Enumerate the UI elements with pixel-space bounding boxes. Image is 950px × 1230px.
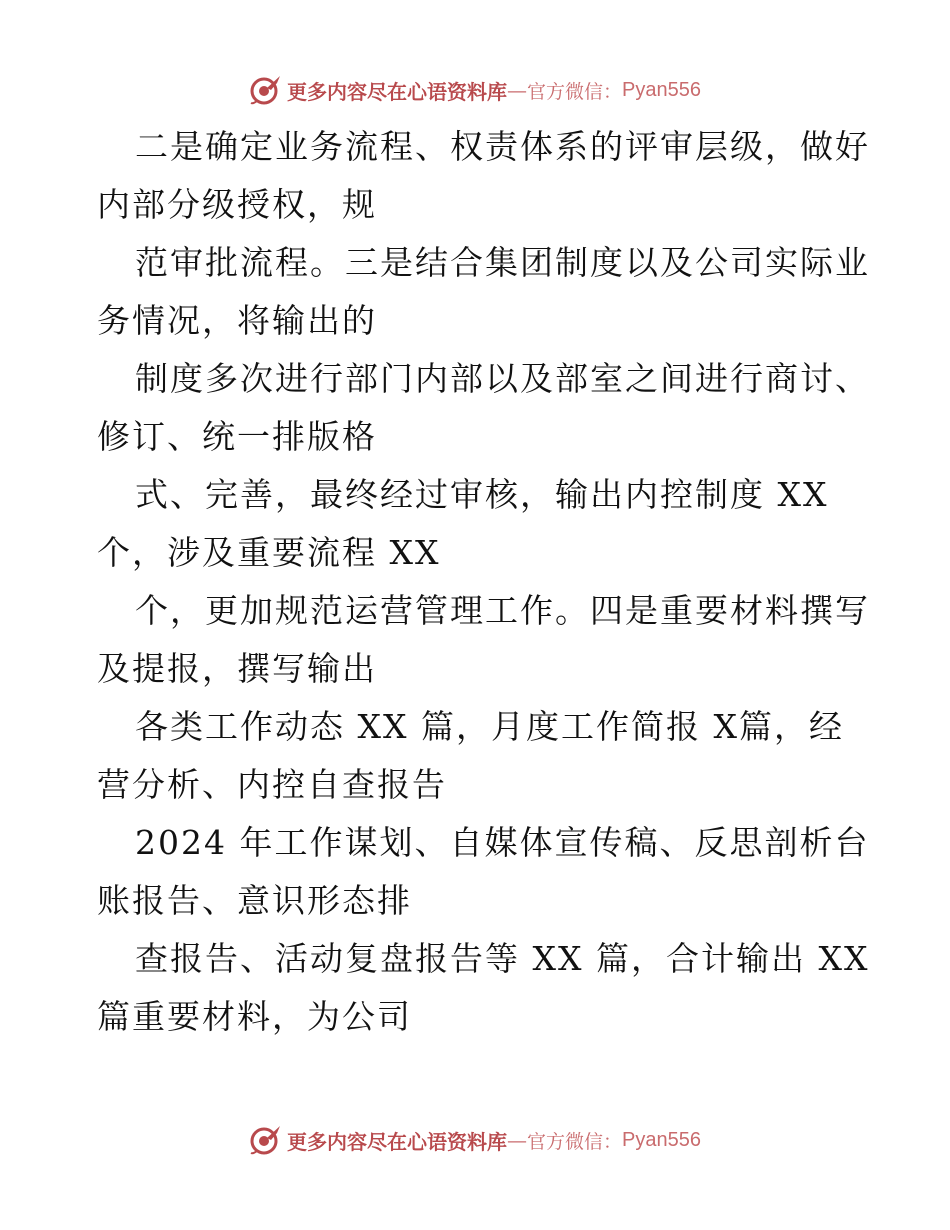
text-line: 2024 年工作谋划、自媒体宣传稿、反思剖析台 xyxy=(135,823,870,862)
text-line: 修订、统一排版格 xyxy=(97,417,377,456)
text-line: 制度多次进行部门内部以及部室之间进行商讨、 xyxy=(135,359,870,398)
watermark-site-name: 更多内容尽在心语资料库 xyxy=(287,79,507,104)
header-watermark xyxy=(0,70,950,110)
watermark-wechat-label: 官方微信： xyxy=(527,80,623,103)
quill-logo-icon xyxy=(249,1123,283,1157)
text-line: 式、完善，最终经过审核，输出内控制度 XX xyxy=(135,475,829,514)
text-line: 个，涉及重要流程 XX xyxy=(97,533,441,572)
text-line: 二是确定业务流程、权责体系的评审层级，做好 xyxy=(135,127,870,166)
watermark-wechat-id: Pyan556 xyxy=(622,78,701,101)
text-line: 各类工作动态 XX 篇，月度工作简报 X篇，经 xyxy=(135,707,844,746)
watermark-separator: — xyxy=(507,78,527,102)
watermark-wechat-label: 官方微信： xyxy=(527,1130,623,1153)
text-line: 务情况，将输出的 xyxy=(97,301,377,340)
text-line: 查报告、活动复盘报告等 XX 篇，合计输出 XX xyxy=(135,939,870,978)
text-line: 及提报，撰写输出 xyxy=(97,649,377,688)
watermark-separator: — xyxy=(507,1128,527,1152)
text-line: 个，更加规范运营管理工作。四是重要材料撰写 xyxy=(135,591,870,630)
document-body xyxy=(97,118,870,1046)
text-line: 营分析、内控自查报告 xyxy=(97,765,447,804)
text-line: 内部分级授权，规 xyxy=(97,185,377,224)
text-line: 账报告、意识形态排 xyxy=(97,881,412,920)
text-line: 范审批流程。三是结合集团制度以及公司实际业 xyxy=(135,243,870,282)
watermark-site-name: 更多内容尽在心语资料库 xyxy=(287,1129,507,1154)
text-line: 篇重要材料，为公司 xyxy=(97,997,412,1036)
footer-watermark xyxy=(0,1120,950,1160)
watermark-wechat-id: Pyan556 xyxy=(622,1128,701,1151)
quill-logo-icon xyxy=(249,73,283,107)
